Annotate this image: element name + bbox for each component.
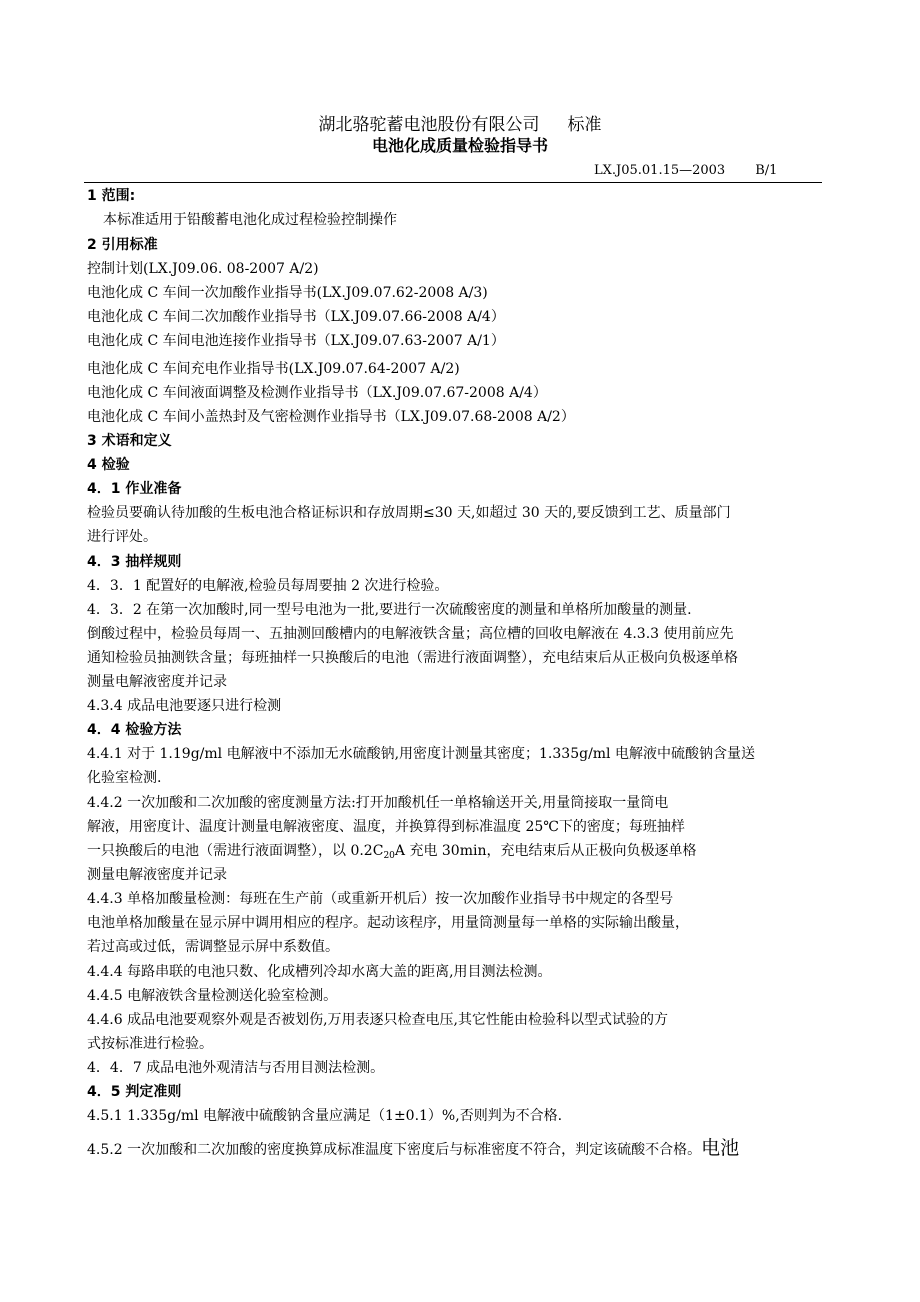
criteria-heading: 4．5 判定准则 xyxy=(87,1084,182,1100)
method-text: 4．4．7 成品电池外观清洁与否用目测法检测。 xyxy=(87,1060,385,1076)
document-number-line xyxy=(594,162,777,180)
inspection-heading: 4 检验 xyxy=(87,457,130,473)
revision: B/1 xyxy=(755,163,778,178)
criteria-452-text: 4.5.2 一次加酸和二次加酸的密度换算成标准温度下密度后与标准密度不符合，判定该硫酸不合格。 xyxy=(87,1142,702,1158)
ref-item: 电池化成 C 车间充电作业指导书(LX.J09.07.64-2007 A/2) xyxy=(87,361,460,377)
company-name: 湖北骆驼蓄电池股份有限公司 xyxy=(318,115,540,135)
document-number: LX.J05.01.15—2003 xyxy=(594,163,726,178)
ref-item: 电池化成 C 车间一次加酸作业指导书(LX.J09.07.62-2008 A/3) xyxy=(87,285,488,301)
method-text: 化验室检测. xyxy=(87,770,162,786)
header-company-line xyxy=(0,113,920,137)
standard-label: 标准 xyxy=(567,115,602,135)
sampling-text: 4.3.4 成品电池要逐只进行检测 xyxy=(87,698,282,714)
document-title: 电池化成质量检验指导书 xyxy=(371,136,548,155)
sampling-text: 测量电解液密度并记录 xyxy=(87,674,227,690)
prep-text: 进行评处。 xyxy=(87,529,157,545)
ref-item: 电池化成 C 车间二次加酸作业指导书（LX.J09.07.66-2008 A/4） xyxy=(87,309,505,325)
method-text: 式按标准进行检验。 xyxy=(87,1036,213,1052)
scope-text: 本标准适用于铅酸蓄电池化成过程检验控制操作 xyxy=(103,212,397,228)
method-text: 测量电解液密度并记录 xyxy=(87,867,227,883)
ref-item: 电池化成 C 车间液面调整及检测作业指导书（LX.J09.07.67-2008 A/4） xyxy=(87,385,547,401)
sampling-text: 倒酸过程中，检验员每周一、五抽测回酸槽内的电解液铁含量；高位槽的回收电解液在 4.3.3 使用前应先 xyxy=(87,626,734,642)
ref-item: 控制计划(LX.J09.06. 08-2007 A/2) xyxy=(87,261,319,277)
terms-heading: 3 术语和定义 xyxy=(87,433,172,449)
method-text: 4.4.5 电解液铁含量检测送化验室检测。 xyxy=(87,988,338,1004)
sampling-heading: 4．3 抽样规则 xyxy=(87,554,182,570)
criteria-text: 4.5.1 1.335g/ml 电解液中硫酸钠含量应满足（1±0.1）%,否则判为不合格. xyxy=(87,1108,563,1124)
method-text: 4.4.4 每路串联的电池只数、化成槽列冷却水离大盖的距离,用目测法检测。 xyxy=(87,964,552,980)
charge-subscript: 20 xyxy=(383,851,395,861)
method-text-charge xyxy=(87,841,696,861)
criteria-452-tail: 电池 xyxy=(701,1137,740,1159)
method-text: 4.4.2 一次加酸和二次加酸的密度测量方法:打开加酸机任一单格输送开关,用量筒接取一量筒电 xyxy=(87,795,669,811)
method-text: 若过高或过低，需调整显示屏中系数值。 xyxy=(87,939,339,955)
ref-item: 电池化成 C 车间电池连接作业指导书（LX.J09.07.63-2007 A/1） xyxy=(87,333,505,349)
sampling-text: 通知检验员抽测铁含量；每班抽样一只换酸后的电池（需进行液面调整），充电结束后从正极向负极逐单格 xyxy=(87,650,738,666)
prep-heading: 4．1 作业准备 xyxy=(87,481,182,497)
charge-text-post: A 充电 30min，充电结束后从正极向负极逐单格 xyxy=(394,843,697,859)
scope-heading: 1 范围: xyxy=(87,188,136,204)
sampling-text: 4．3．2 在第一次加酸时,同一型号电池为一批,要进行一次硫酸密度的测量和单格所加酸量的测量. xyxy=(87,602,692,618)
criteria-text xyxy=(87,1138,739,1160)
header-divider xyxy=(84,182,822,183)
method-text: 4.4.1 对于 1.19g/ml 电解液中不添加无水硫酸钠,用密度计测量其密度；1.335g/ml 电解液中硫酸钠含量送 xyxy=(87,746,755,762)
method-text: 4.4.6 成品电池要观察外观是否被划伤,万用表逐只检查电压,其它性能由检验科以型式试验的方 xyxy=(87,1012,668,1028)
sampling-text: 4．3．1 配置好的电解液,检验员每周要抽 2 次进行检验。 xyxy=(87,578,449,594)
prep-text: 检验员要确认待加酸的生板电池合格证标识和存放周期≤30 天,如超过 30 天的,要反馈到工艺、质量部门 xyxy=(87,505,731,521)
charge-text-pre: 一只换酸后的电池（需进行液面调整），以 0.2C xyxy=(87,843,384,859)
refs-heading: 2 引用标准 xyxy=(87,237,158,253)
methods-heading: 4．4 检验方法 xyxy=(87,722,182,738)
ref-item: 电池化成 C 车间小盖热封及气密检测作业指导书（LX.J09.07.68-2008 A/2） xyxy=(87,409,575,425)
method-text: 电池单格加酸量在显示屏中调用相应的程序。起动该程序，用量筒测量每一单格的实际输出酸量， xyxy=(87,915,689,931)
method-text: 4.4.3 单格加酸量检测：每班在生产前（或重新开机后）按一次加酸作业指导书中规定的各型号 xyxy=(87,891,674,907)
method-text: 解液，用密度计、温度计测量电解液密度、温度，并换算得到标准温度 25℃下的密度；每班抽样 xyxy=(87,819,685,835)
